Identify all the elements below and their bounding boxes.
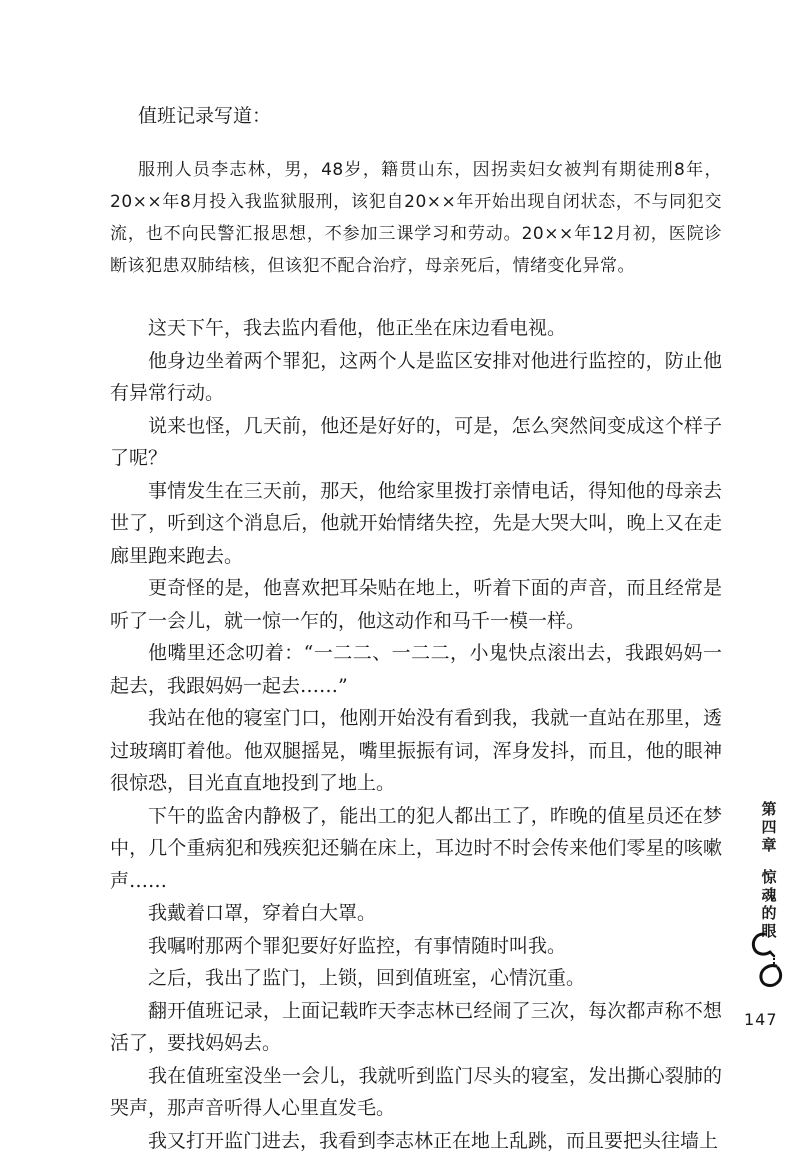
record-quote: 服刑人员李志林，男，48岁，籍贯山东，因拐卖妇女被判有期徒刑8年，20××年8月投入我监狱服刑，该犯自20××年开始出现自闭状态，不与同犯交流，也不向民警汇报思想，不参加三课学习和劳动。20××年12月初，医院诊断该犯患双肺结核，但该犯不配合治疗，母亲死后，情绪变化异常。	[110, 154, 722, 282]
paragraph: 我站在他的寝室门口，他刚开始没有看到我，我就一直站在那里，透过玻璃盯着他。他双腿摇晃，嘴里振振有词，浑身发抖，而且，他的眼神很惊恐，目光直直地投到了地上。	[110, 702, 722, 800]
paragraph: 我嘱咐那两个罪犯要好好监控，有事情随时叫我。	[110, 930, 722, 963]
paragraph: 我又打开监门进去，我看到李志林正在地上乱跳，而且要把头往墙上	[110, 1125, 722, 1157]
chapter-side-tab	[758, 800, 780, 940]
paragraph: 翻开值班记录，上面记载昨天李志林已经闹了三次，每次都声称不想活了，要找妈妈去。	[110, 995, 722, 1060]
paragraph: 说来也怪，几天前，他还是好好的，可是，怎么突然间变成这个样子了呢？	[110, 410, 722, 475]
paragraph: 这天下午，我去监内看他，他正坐在床边看电视。	[110, 312, 722, 345]
handcuffs-icon	[748, 928, 788, 990]
paragraph: 事情发生在三天前，那天，他给家里拨打亲情电话，得知他的母亲去世了，听到这个消息后，他就开始情绪失控，先是大哭大叫，晚上又在走廊里跑来跑去。	[110, 475, 722, 573]
paragraph: 下午的监舍内静极了，能出工的犯人都出工了，昨晚的值星员还在梦中，几个重病犯和残疾犯还躺在床上，耳边时不时会传来他们零星的咳嗽声……	[110, 800, 722, 898]
page-body	[110, 98, 722, 1157]
paragraph: 他身边坐着两个罪犯，这两个人是监区安排对他进行监控的，防止他有异常行动。	[110, 345, 722, 410]
paragraph: 更奇怪的是，他喜欢把耳朵贴在地上，听着下面的声音，而且经常是听了一会儿，就一惊一乍的，他这动作和马千一模一样。	[110, 572, 722, 637]
chapter-label: 第四章	[758, 800, 780, 854]
record-heading: 值班记录写道：	[110, 98, 722, 134]
paragraph: 我戴着口罩，穿着白大罩。	[110, 897, 722, 930]
paragraph: 之后，我出了监门，上锁，回到值班室，心情沉重。	[110, 962, 722, 995]
chapter-title: 惊魂的眼	[758, 868, 780, 940]
paragraph: 我在值班室没坐一会儿，我就听到监门尽头的寝室，发出撕心裂肺的哭声，那声音听得人心里直发毛。	[110, 1060, 722, 1125]
paragraph: 他嘴里还念叨着：“一二二、一二二，小鬼快点滚出去，我跟妈妈一起去，我跟妈妈一起去……”	[110, 637, 722, 702]
page-number: 147	[744, 1010, 778, 1029]
narrative	[110, 312, 722, 1157]
